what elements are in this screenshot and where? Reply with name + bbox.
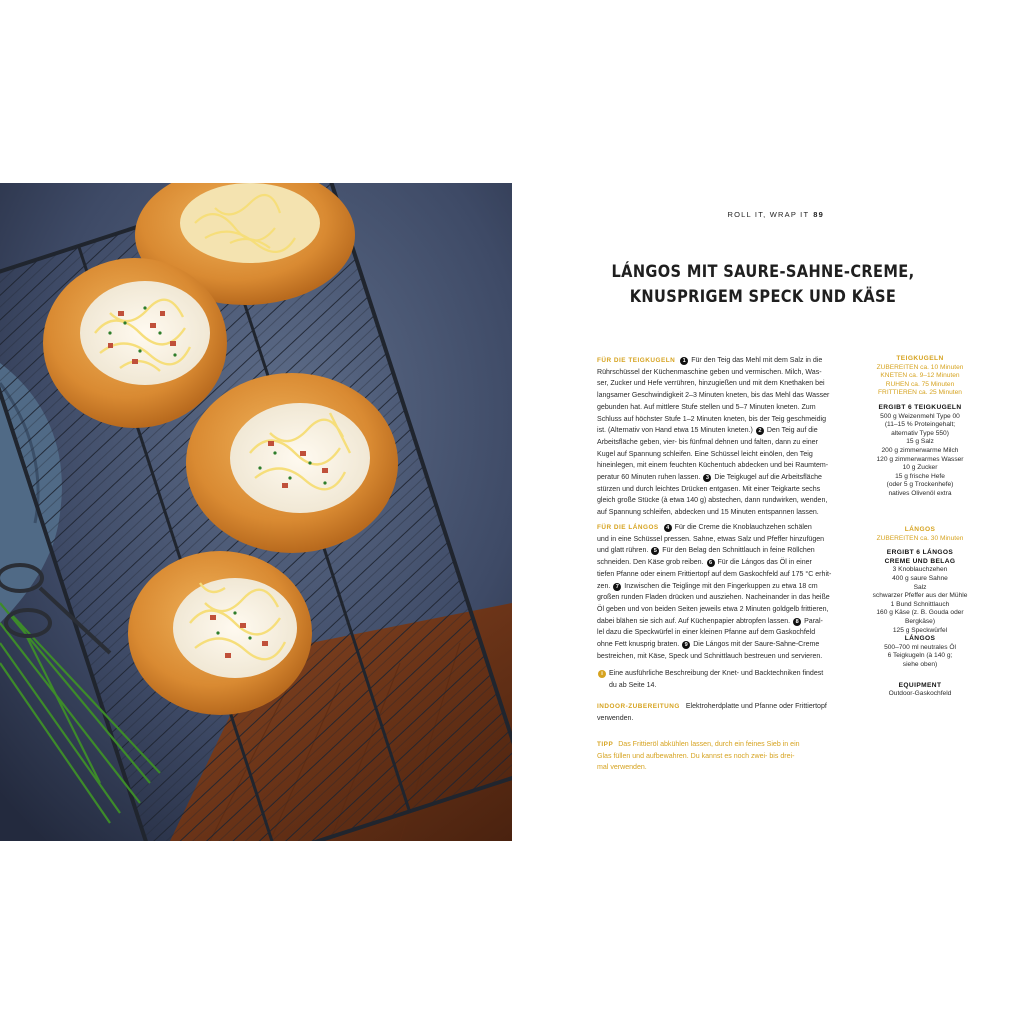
step-1-text: Schluss auf höchster Stufe 1–2 Minuten kneten, bis der Teig geschmeidig [597, 415, 827, 423]
langos-line [597, 545, 842, 557]
step-7-text: dabei blähen sie sich auf. Auf Küchenpapier abtropfen lassen. [597, 617, 791, 625]
indoor-line [597, 701, 842, 713]
time-line: ZUBEREITEN ca. 10 Minuten [876, 363, 964, 371]
langos-line [597, 581, 842, 593]
langos-middle [186, 373, 398, 553]
step-4-text: Für die Creme die Knoblauchzehen schälen [674, 524, 812, 531]
step-8-text: lel dazu die Speckwürfel in einer kleinen Pfanne auf dem Gaskochfeld [597, 629, 816, 637]
step-number-5: 5 [651, 547, 659, 555]
ingredient: 120 g zimmerwarmes Wasser [876, 455, 964, 463]
teig-line [597, 472, 842, 484]
step-6-text: zen. [597, 582, 611, 590]
step-8-text: ohne Fett knusprig braten. [597, 641, 680, 649]
step-number-4: 4 [664, 524, 672, 532]
teig-line [597, 355, 842, 367]
step-5-text: Für den Belag den Schnittlauch in feine Röllchen [662, 547, 815, 555]
sidebar-title-langos: LÁNGOS [904, 526, 936, 533]
step-4-text: und glatt rühren. [597, 547, 649, 555]
step-3-text: Die Teigkugel auf die Arbeitsfläche [714, 474, 822, 482]
ingredient: (11–15 % Proteingehalt; [884, 421, 956, 429]
step-6-text: Für die Lángos das Öl in einer [717, 559, 812, 567]
step-3-text: auf Spannung schleifen, abdecken und 15 Minuten entspannen lassen. [597, 509, 819, 517]
step-1-text: ist. (Alternativ von Hand etwa 15 Minuten kneten.) [597, 427, 753, 435]
sidebar-title-teigkugeln: TEIGKUGELN [896, 355, 944, 362]
step-3-text: stürzen und durch leichtes Drücken entgasen. Mit einer Teigkarte sechs [597, 485, 821, 493]
time-line: ZUBEREITEN ca. 30 Minuten [876, 534, 964, 542]
running-head [600, 210, 824, 219]
ingredient: siehe oben) [902, 660, 938, 668]
step-2-text: Arbeitsfläche geben, vier- bis fünfmal dehnen und falten, dann zu einer [597, 438, 818, 446]
step-8-text: Paral- [804, 617, 823, 625]
tipp-section [597, 739, 842, 774]
recipe-title [588, 260, 937, 310]
section-label-indoor: INDOOR-ZUBEREITUNG [597, 703, 680, 710]
ingredient: Bergkäse) [904, 617, 936, 625]
step-1-text: Für den Teig das Mehl mit dem Salz in die [691, 357, 823, 364]
step-1-text: ser, Zucker und Hefe verrühren, hinzugießen und mit dem Knethaken bei [597, 380, 825, 388]
step-4-text: und in eine Schüssel pressen. Sahne, etwas Salz und Pfeffer hinzufügen [597, 535, 825, 543]
tipp-text: Das Frittieröl abkühlen lassen, durch ein feines Sieb in ein [618, 741, 800, 748]
step-7-text: Öl geben und von beiden Seiten jeweils etwa 2 Minuten goldgelb frittieren, [597, 605, 829, 613]
yield-langos: ERGIBT 6 LÁNGOS [886, 549, 954, 557]
ingredient: 15 g Salz [906, 438, 934, 446]
time-line: KNETEN ca. 9–12 Minuten [880, 372, 960, 380]
note-line [597, 668, 842, 680]
info-icon: i [598, 670, 606, 678]
yield-teigkugeln: ERGIBT 6 TEIGKUGELN [878, 403, 962, 411]
equipment-item: Outdoor-Gaskochfeld [888, 690, 952, 698]
section-langos [597, 522, 842, 662]
langos-left [43, 258, 227, 428]
step-1-text: gebunden hat. Auf mittlere Stufe stellen und 5–7 Minuten kneten. Zum [597, 403, 816, 411]
recipe-title-line-1: LÁNGOS MIT SAURE-SAHNE-CREME, [611, 262, 915, 282]
section-teigkugeln [597, 355, 842, 519]
section-label-tipp: TIPP [597, 741, 614, 748]
technique-note [597, 668, 842, 691]
tipp-line [597, 739, 842, 751]
step-2-text: Den Teig auf die [766, 427, 818, 435]
subsection-creme: CREME UND BELAG [884, 557, 956, 565]
step-number-3: 3 [703, 474, 711, 482]
step-6-text: tiefen Pfanne oder einem Frittiertopf auf dem Gaskochfeld auf 175 °C erhit- [597, 570, 832, 578]
step-9-text: bestreichen, mit Käse, Speck und Schnittlauch bestreuen und servieren. [597, 652, 823, 660]
ingredient: 500 g Weizenmehl Type 00 [880, 412, 960, 420]
section-label-langos: FÜR DIE LÁNGOS [597, 524, 659, 531]
time-line: FRITTIEREN ca. 25 Minuten [878, 389, 962, 397]
page-number: 89 [813, 210, 824, 219]
ingredient: 6 Teigkugeln (à 140 g; [887, 652, 953, 660]
step-2-text: hineinlegen, mit einem feuchten Küchentuch abdecken und bei Raumtem- [597, 462, 829, 470]
step-number-7: 7 [613, 583, 621, 591]
langos-line [597, 557, 842, 569]
step-1-text: langsamer Geschwindigkeit 2–3 Minuten kneten, bis das Mehl das Wasser [597, 392, 830, 400]
ingredient: (oder 5 g Trockenhefe) [886, 481, 954, 489]
recipe-title-line-2: KNUSPRIGEM SPECK UND KÄSE [629, 287, 897, 307]
ingredient: 3 Knoblauchzehen [892, 566, 948, 574]
step-number-6: 6 [707, 559, 715, 567]
food-photo [0, 183, 512, 841]
step-3-text: gleich große Stücke (à etwa 140 g) abstechen, dann rundwirken, wenden, [597, 497, 828, 505]
step-7-text: großen runden Fladen drücken und ausziehen. Nacheinander in das heiße [597, 594, 830, 602]
langos-line [597, 639, 842, 651]
step-number-2: 2 [756, 427, 764, 435]
equipment-title: EQUIPMENT [898, 681, 942, 689]
ingredient: schwarzer Pfeffer aus der Mühle [872, 592, 968, 600]
step-9-text: Die Lángos mit der Saure-Sahne-Creme [693, 641, 820, 649]
sidebar-langos [862, 526, 978, 699]
note-text: du ab Seite 14. [609, 681, 657, 689]
ingredient: 10 g Zucker [902, 464, 938, 472]
ingredient: natives Olivenöl extra [888, 489, 952, 497]
ingredient: 15 g frische Hefe [895, 472, 945, 480]
ingredient: 160 g Käse (z. B. Gouda oder [876, 609, 964, 617]
sidebar-teigkugeln [862, 355, 978, 499]
langos-line [597, 522, 842, 534]
step-1-text: Rührschüssel der Küchenmaschine geben und vermischen. Milch, Was- [597, 368, 822, 376]
ingredient: 500–700 ml neutrales Öl [884, 643, 956, 651]
time-line: RUHEN ca. 75 Minuten [885, 380, 955, 388]
note-text: Eine ausführliche Beschreibung der Knet- und Backtechniken findest [608, 670, 824, 677]
section-label-teigkugeln: FÜR DIE TEIGKUGELN [597, 357, 676, 364]
langos-bottom [128, 551, 312, 715]
step-2-text: Kugel auf Spannung schleifen. Eine Schüssel leicht einölen, den Teig [597, 450, 813, 458]
indoor-text: verwenden. [597, 714, 634, 722]
step-number-8: 8 [793, 618, 801, 626]
step-7-text: Inzwischen die Teiglinge mit den Fingerkuppen zu etwa 18 cm [624, 582, 818, 590]
subsection-langos: LÁNGOS [904, 635, 936, 643]
step-number-1: 1 [680, 357, 688, 365]
step-number-9: 9 [682, 641, 690, 649]
step-5-text: schneiden. Den Käse grob reiben. [597, 559, 704, 567]
ingredient: Salz [913, 583, 927, 591]
ingredient: 1 Bund Schnittlauch [890, 600, 950, 608]
langos-line [597, 616, 842, 628]
ingredient: 400 g saure Sahne [892, 574, 948, 582]
ingredient: 200 g zimmerwarme Milch [881, 446, 959, 454]
indoor-text: Elektroherdplatte und Pfanne oder Frittiertopf [685, 703, 827, 710]
ingredient: 125 g Speckwürfel [892, 626, 948, 634]
tipp-text: mal verwenden. [597, 764, 647, 772]
teig-line [597, 425, 842, 437]
ingredient: alternativ Type 550) [891, 429, 949, 437]
running-head-label: ROLL IT, WRAP IT [727, 210, 810, 219]
indoor-section [597, 701, 842, 724]
tipp-text: Glas füllen und aufbewahren. Du kannst es noch zwei- bis drei- [597, 752, 795, 760]
step-2-text: peratur 60 Minuten ruhen lassen. [597, 474, 701, 482]
